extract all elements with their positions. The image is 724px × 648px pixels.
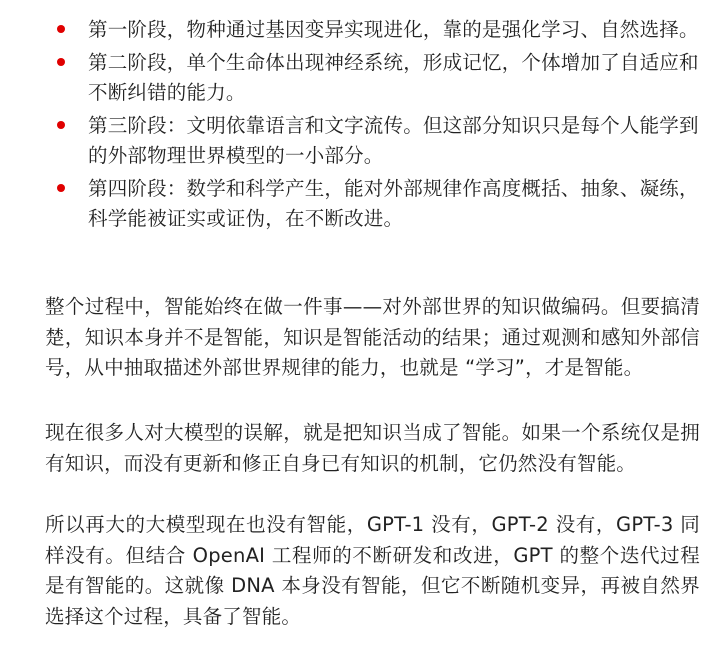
stage-item-text: 第四阶段：数学和科学产生，能对外部规律作高度概括、抽象、凝练，科学能被证实或证伪，在不断改进。 — [88, 177, 699, 230]
stage-item-text: 第二阶段，单个生命体出现神经系统，形成记忆，个体增加了自适应和不断纠错的能力。 — [88, 51, 699, 104]
stage-list — [0, 15, 724, 237]
bullet-dot-icon — [57, 58, 65, 66]
bullet-dot-icon — [57, 25, 65, 33]
paragraph-knowledge-vs-intelligence: 整个过程中，智能始终在做一件事——对外部世界的知识做编码。但要搞清楚，知识本身并不是智能，知识是智能活动的结果；通过观测和感知外部信号，从中抽取描述外部世界规律的能力，也就是 “学习”，才是智能。 — [45, 295, 700, 379]
stage-item-4 — [0, 174, 724, 234]
bullet-dot-icon — [57, 121, 65, 129]
stage-item-text: 第一阶段，物种通过基因变异实现进化，靠的是强化学习、自然选择。 — [88, 18, 699, 41]
stage-item-3 — [0, 111, 724, 171]
stage-item-text: 第三阶段：文明依靠语言和文字流传。但这部分知识只是每个人能学到的外部物理世界模型的一小部分。 — [88, 114, 699, 167]
paragraph-gpt-conclusion: 所以再大的大模型现在也没有智能，GPT-1 没有，GPT-2 没有，GPT-3 同样没有。但结合 OpenAI 工程师的不断研发和改进，GPT 的整个迭代过程是有智能的。这就像 DNA 本身没有智能，但它不断随机变异，再被自然界选择这个过程，具备了智能。 — [45, 513, 700, 628]
stage-item-2 — [0, 48, 724, 108]
bullet-dot-icon — [57, 184, 65, 192]
stage-item-1 — [0, 15, 724, 45]
paragraph-misunderstanding: 现在很多人对大模型的误解，就是把知识当成了智能。如果一个系统仅是拥有知识，而没有更新和修正自身已有知识的机制，它仍然没有智能。 — [45, 421, 700, 475]
